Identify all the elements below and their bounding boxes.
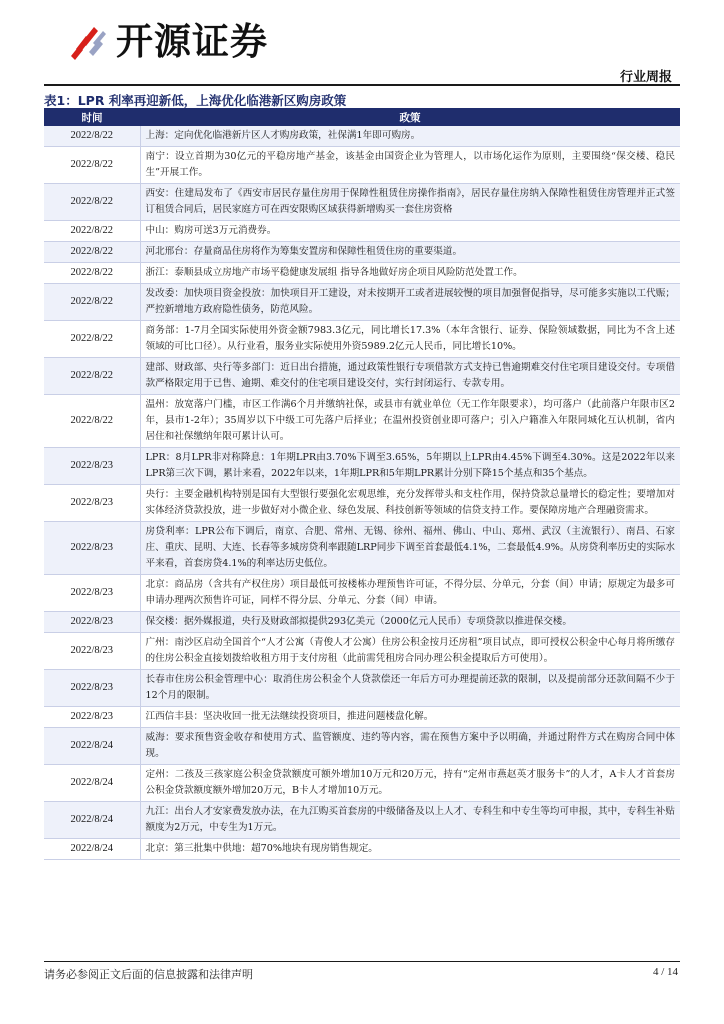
row-policy: 长春市住房公积金管理中心：取消住房公积金个人贷款偿还一年后方可办理提前还款的限制，以及提前部分还款间隔不少于12个月的限制。	[140, 670, 680, 707]
row-policy: 北京：第三批集中供地：超70%地块有现房销售规定。	[140, 839, 680, 860]
row-date: 2022/8/22	[44, 395, 140, 448]
policy-table-body	[44, 126, 680, 860]
report-type-label: 行业周报	[619, 70, 672, 85]
row-date: 2022/8/24	[44, 765, 140, 802]
row-policy: 建部、财政部、央行等多部门：近日出台措施，通过政策性银行专项借款方式支持已售逾期难交付住宅项目建设交付。专项借款严格限定用于已售、逾期、难交付的住宅项目建设交付，实行封闭运行、专款专用。	[140, 358, 680, 395]
row-date: 2022/8/22	[44, 126, 140, 147]
row-date: 2022/8/23	[44, 485, 140, 522]
row-policy: 浙江：泰顺县成立房地产市场平稳健康发展组 指导各地做好房企项目风险防范处置工作。	[140, 263, 680, 284]
table-row	[44, 485, 680, 522]
row-date: 2022/8/22	[44, 147, 140, 184]
row-policy: 威海：要求预售资金收存和使用方式、监管额度、违约等内容，需在预售方案中予以明确，并通过附件方式在购房合同中体现。	[140, 728, 680, 765]
policy-table-container	[44, 108, 680, 860]
row-date: 2022/8/24	[44, 728, 140, 765]
row-date: 2022/8/22	[44, 242, 140, 263]
row-policy: 房贷利率：LPR公布下调后，南京、合肥、常州、无锡、徐州、福州、佛山、中山、郑州、武汉（主流银行）、南昌、石家庄、重庆、昆明、大连、长春等多城房贷利率跟随LRP同步下调至首套最低4.1%，二套最低4.9%。从房贷利率历史的实际水平来看，首套房贷4.1%的利率达历史低位。	[140, 522, 680, 575]
table-row	[44, 221, 680, 242]
row-policy: 中山：购房可送3万元消费券。	[140, 221, 680, 242]
row-policy: 定州：二孩及三孩家庭公积金贷款额度可额外增加10万元和20万元，持有“定州市燕赵英才服务卡”的人才，A卡人才首套房公积金贷款额度额外增加20万元，B卡人才增加10万元。	[140, 765, 680, 802]
header-divider	[44, 84, 680, 86]
table-row	[44, 358, 680, 395]
row-policy: 北京：商品房（含共有产权住房）项目最低可按楼栋办理预售许可证，不得分层、分单元，分套（间）申请；原规定为最多可申请办理两次预售许可证，同样不得分层、分单元、分套（间）申请。	[140, 575, 680, 612]
table-row	[44, 242, 680, 263]
row-policy: 上海：定向优化临港新片区人才购房政策，社保满1年即可购房。	[140, 126, 680, 147]
footer-disclaimer: 请务必参阅正文后面的信息披露和法律声明	[44, 968, 253, 981]
row-policy: 广州：南沙区启动全国首个“人才公寓（青俊人才公寓）住房公积金按月还房租”项目试点，即可授权公积金中心每月将所缴存的住房公积金直接划拨给收租方用于支付房租（此前需凭租房合同办理公积金提取后方可使用）。	[140, 633, 680, 670]
table-row	[44, 321, 680, 358]
row-policy: 九江：出台人才安家费发放办法，在九江购买首套房的中级储备及以上人才、专科生和中专生等均可申报，其中，专科生补贴额度为2万元，中专生为1万元。	[140, 802, 680, 839]
table-row	[44, 147, 680, 184]
row-date: 2022/8/23	[44, 448, 140, 485]
table-row	[44, 802, 680, 839]
row-policy: 南宁：设立首期为30亿元的平稳房地产基金，该基金由国资企业为管理人，以市场化运作为原则，主要围绕“保交楼、稳民生”开展工作。	[140, 147, 680, 184]
column-header-policy: 政策	[140, 108, 680, 126]
column-header-date: 时间	[44, 108, 140, 126]
table-title: 表1：LPR 利率再迎新低，上海优化临港新区购房政策	[44, 93, 347, 108]
row-date: 2022/8/22	[44, 184, 140, 221]
kaiyuan-logo-icon	[68, 22, 108, 62]
table-row	[44, 728, 680, 765]
table-row	[44, 765, 680, 802]
row-date: 2022/8/23	[44, 522, 140, 575]
row-date: 2022/8/23	[44, 670, 140, 707]
row-policy: 保交楼：据外媒报道，央行及财政部拟提供293亿美元（2000亿元人民币）专项贷款以推进保交楼。	[140, 612, 680, 633]
table-row	[44, 448, 680, 485]
table-row	[44, 284, 680, 321]
row-date: 2022/8/23	[44, 633, 140, 670]
row-date: 2022/8/22	[44, 358, 140, 395]
row-policy: LPR：8月LPR非对称降息：1年期LPR由3.70%下调至3.65%，5年期以上LPR由4.45%下调至4.30%。这是2022年以来LPR第三次下调，累计来看，2022年以来，1年期LPR和5年期LPR累计分别下降15个基点和35个基点。	[140, 448, 680, 485]
row-date: 2022/8/23	[44, 612, 140, 633]
row-date: 2022/8/23	[44, 575, 140, 612]
brand-name: 开源证券	[116, 20, 268, 63]
row-date: 2022/8/22	[44, 284, 140, 321]
table-row	[44, 395, 680, 448]
table-row	[44, 263, 680, 284]
policy-table	[44, 108, 680, 860]
row-date: 2022/8/22	[44, 263, 140, 284]
table-row	[44, 126, 680, 147]
row-date: 2022/8/24	[44, 802, 140, 839]
row-policy: 西安：住建局发布了《西安市居民存量住房用于保障性租赁住房操作指南》，居民存量住房纳入保障性租赁住房管理并正式签订租赁合同后，居民家庭方可在西安限购区域获得新增购买一套住房资格	[140, 184, 680, 221]
page-number: 4 / 14	[652, 966, 678, 978]
table-row	[44, 612, 680, 633]
row-policy: 江西信丰县：坚决收回一批无法继续投资项目，推进问题楼盘化解。	[140, 707, 680, 728]
footer-divider	[44, 961, 680, 962]
row-date: 2022/8/24	[44, 839, 140, 860]
table-row	[44, 670, 680, 707]
table-row	[44, 839, 680, 860]
row-date: 2022/8/22	[44, 321, 140, 358]
table-row	[44, 707, 680, 728]
table-header-row	[44, 108, 680, 126]
page-header	[0, 0, 724, 92]
row-policy: 河北邢台：存量商品住房将作为筹集安置房和保障性租赁住房的重要渠道。	[140, 242, 680, 263]
row-policy: 温州：放宽落户门槛，市区工作满6个月并缴纳社保，或县市有就业单位（无工作年限要求），均可落户（此前落户年限市区2年，县市1-2年）；35周岁以下中级工可先落户后择业；在温州投资创业即可落户；引入户籍准入年限同城化互认机制，省内居住和社保缴纳年限可累计认可。	[140, 395, 680, 448]
row-date: 2022/8/22	[44, 221, 140, 242]
row-policy: 发改委：加快项目资金投放：加快项目开工建设，对未按期开工或者进展较慢的项目加强督促指导，尽可能多实施以工代赈；严控新增地方政府隐性债务，防范风险。	[140, 284, 680, 321]
table-row	[44, 184, 680, 221]
table-row	[44, 633, 680, 670]
row-date: 2022/8/23	[44, 707, 140, 728]
row-policy: 商务部：1-7月全国实际使用外资金额7983.3亿元，同比增长17.3%（本年含银行、证券、保险领域数据，同比为不含上述领域的可比口径）。从行业看，服务业实际使用外资5989.2亿元人民币，同比增长10%。	[140, 321, 680, 358]
table-row	[44, 575, 680, 612]
row-policy: 央行：主要金融机构特别是国有大型银行要强化宏观思维，充分发挥带头和支柱作用，保持贷款总量增长的稳定性；要增加对实体经济贷款投放，进一步做好对小微企业、绿色发展、科技创新等领域的信贷支持工作。要保障房地产合理融资需求。	[140, 485, 680, 522]
table-row	[44, 522, 680, 575]
